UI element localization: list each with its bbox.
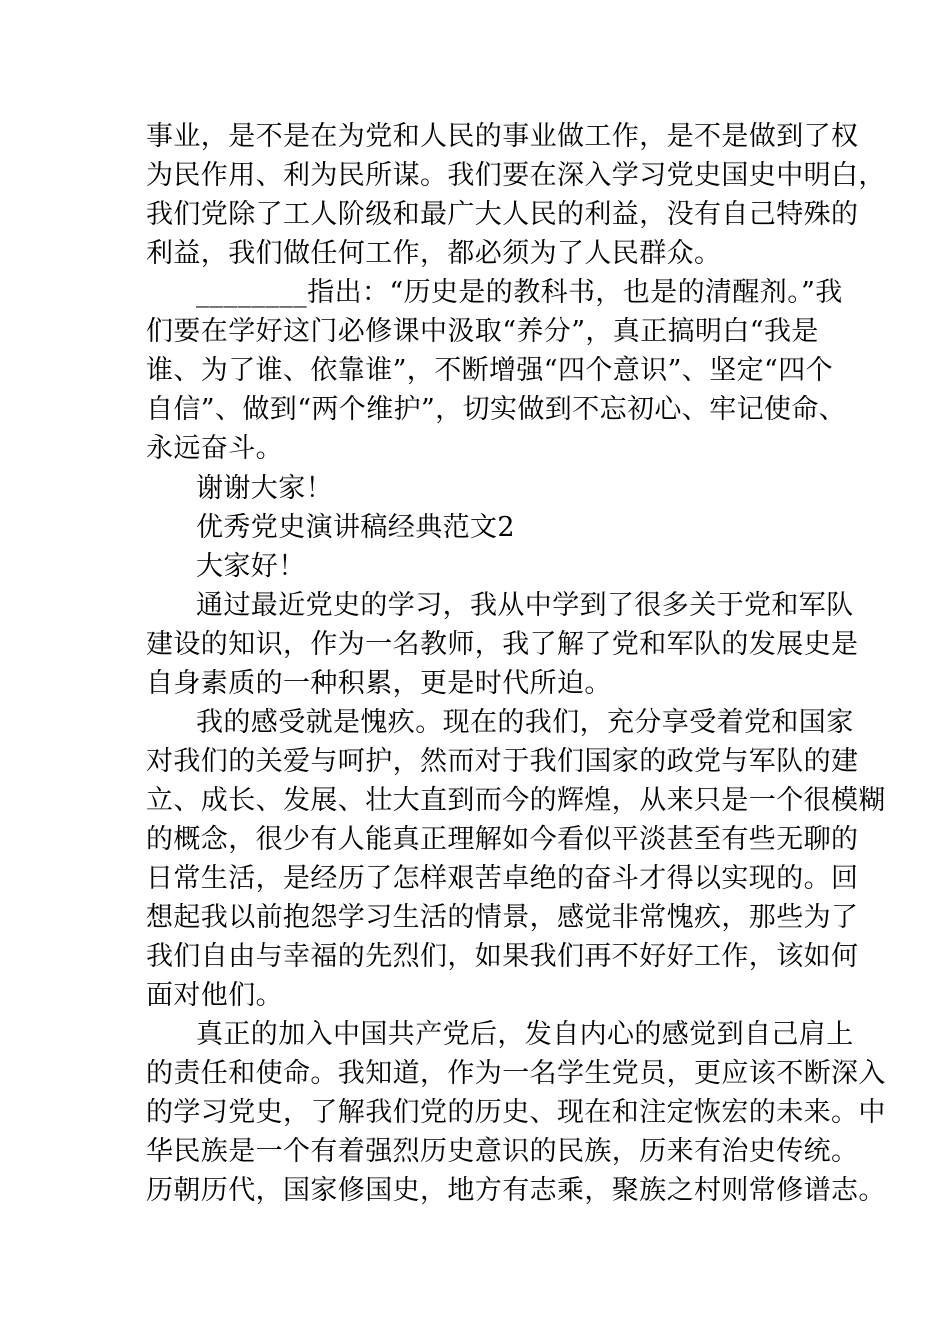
text-line: 华民族是一个有着强烈历史意识的民族，历来有治史传统。 (146, 1136, 859, 1167)
text-line: 对我们的关爱与呵护，然而对于我们国家的政党与军队的建 (146, 746, 859, 777)
text-line: 自身素质的一种积累，更是时代所迫。 (146, 668, 612, 699)
text-line: 历朝历代，国家修国史，地方有志乘，聚族之村则常修谱志。 (146, 1175, 886, 1206)
closing-line: 谢谢大家！ (196, 473, 333, 504)
text-line: ________指出：“历史是的教科书，也是的清醒剂。”我 (196, 277, 843, 308)
text-line: 我们党除了工人阶级和最广大人民的利益，没有自己特殊的 (146, 199, 859, 230)
text-line: 我的感受就是愧疚。现在的我们，充分享受着党和国家 (196, 707, 854, 738)
text-line: 的责任和使命。我知道，作为一名学生党员，更应该不断深入 (146, 1058, 886, 1089)
text-line: 为民作用、利为民所谋。我们要在深入学习党史国史中明白， (146, 160, 886, 191)
text-line: 永远奋斗。 (146, 433, 283, 464)
text-line: 日常生活，是经历了怎样艰苦卓绝的奋斗才得以实现的。回 (146, 863, 859, 894)
text-line: 我们自由与幸福的先烈们，如果我们再不好好工作，该如何 (146, 941, 859, 972)
text-line: 建设的知识，作为一名教师，我了解了党和军队的发展史是 (146, 629, 859, 660)
text-line: 的概念，很少有人能真正理解如今看似平淡甚至有些无聊的 (146, 824, 859, 855)
text-line: 的学习党史，了解我们党的历史、现在和注定恢宏的未来。中 (146, 1097, 886, 1128)
text-line: 面对他们。 (146, 980, 283, 1011)
text-line: 真正的加入中国共产党后，发自内心的感觉到自己肩上 (196, 1019, 854, 1050)
text-line: 们要在学好这门必修课中汲取“养分”，真正搞明白“我是 (146, 316, 819, 347)
section-title: 优秀党史演讲稿经典范文2 (196, 512, 515, 543)
text-line: 想起我以前抱怨学习生活的情景，感觉非常愧疚，那些为了 (146, 902, 859, 933)
text-line: 自信”、做到“两个维护”，切实做到不忘初心、牢记使命、 (146, 394, 847, 425)
text-line: 谁、为了谁、依靠谁”，不断增强“四个意识”、坚定“四个 (146, 355, 834, 386)
text-line: 通过最近党史的学习，我从中学到了很多关于党和军队 (196, 590, 854, 621)
text-line: 利益，我们做任何工作，都必须为了人民群众。 (146, 238, 722, 269)
greeting-line: 大家好！ (196, 551, 306, 582)
text-line: 立、成长、发展、壮大直到而今的辉煌，从来只是一个很模糊 (146, 785, 886, 816)
text-line: 事业，是不是在为党和人民的事业做工作，是不是做到了权 (146, 121, 859, 152)
